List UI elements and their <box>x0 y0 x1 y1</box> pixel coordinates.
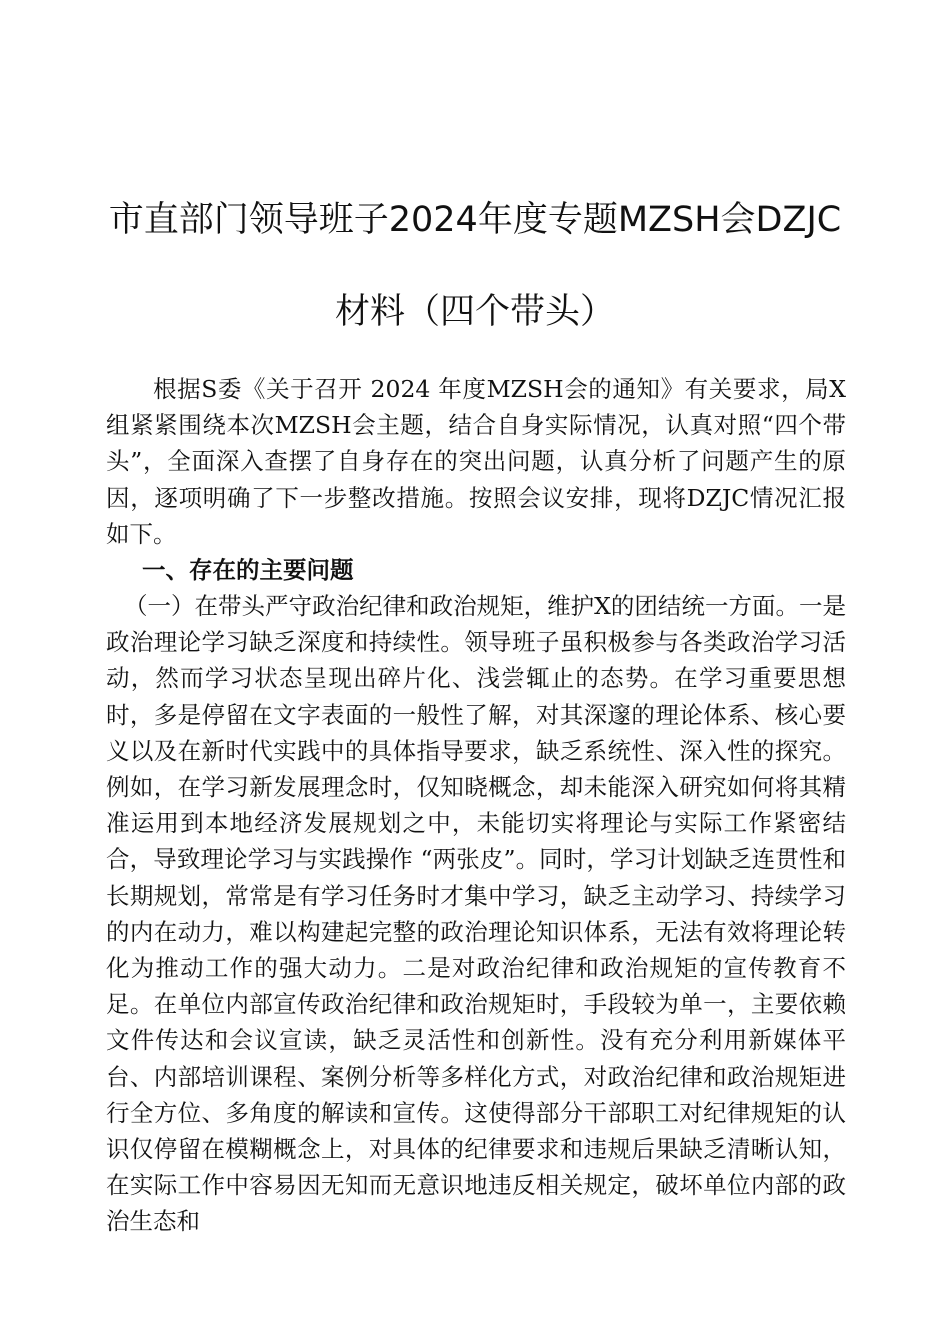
intro-paragraph: 根据S委《关于召开 2024 年度MZSH会的通知》有关要求，局X组紧紧围绕本次MZSH会主题，结合自身实际情况，认真对照“四个带头”，全面深入查摆了自身存在的突出问题，认真分析了问题产生的原因，逐项明确了下一步整改措施。按照会议安排，现将DZJC情况汇报如下。 <box>106 375 846 548</box>
document-body <box>106 371 846 1240</box>
section-heading-main-problems: 一、存在的主要问题 <box>142 556 354 585</box>
section-paragraph-political-discipline: （一）在带头严守政治纪律和政治规矩，维护X的团结统一方面。一是政治理论学习缺乏深度和持续性。领导班子虽积极参与各类政治学习活动，然而学习状态呈现出碎片化、浅尝辄止的态势。在学习重要思想时，多是停留在文字表面的一般性了解，对其深邃的理论体系、核心要义以及在新时代实践中的具体指导要求，缺乏系统性、深入性的探究。例如，在学习新发展理念时，仅知晓概念，却未能深入研究如何将其精准运用到本地经济发展规划之中，未能切实将理论与实际工作紧密结合，导致理论学习与实践操作 “两张皮”。同时，学习计划缺乏连贯性和长期规划，常常是有学习任务时才集中学习，缺乏主动学习、持续学习的内在动力，难以构建起完整的政治理论知识体系，无法有效将理论转化为推动工作的强大动力。二是对政治纪律和政治规矩的宣传教育不足。在单位内部宣传政治纪律和政治规矩时，手段较为单一，主要依赖文件传达和会议宣读，缺乏灵活性和创新性。没有充分利用新媒体平台、内部培训课程、案例分析等多样化方式，对政治纪律和政治规矩进行全方位、多角度的解读和宣传。这使得部分干部职工对纪律规矩的认识仅停留在模糊概念上，对具体的纪律要求和违规后果缺乏清晰认知，在实际工作中容易因无知而无意识地违反相关规定，破坏单位内部的政治生态和 <box>106 592 846 1236</box>
document-title-line-1: 市直部门领导班子2024年度专题MZSH会DZJC <box>108 200 842 240</box>
document-title-line-2: 材料（四个带头） <box>334 292 615 332</box>
